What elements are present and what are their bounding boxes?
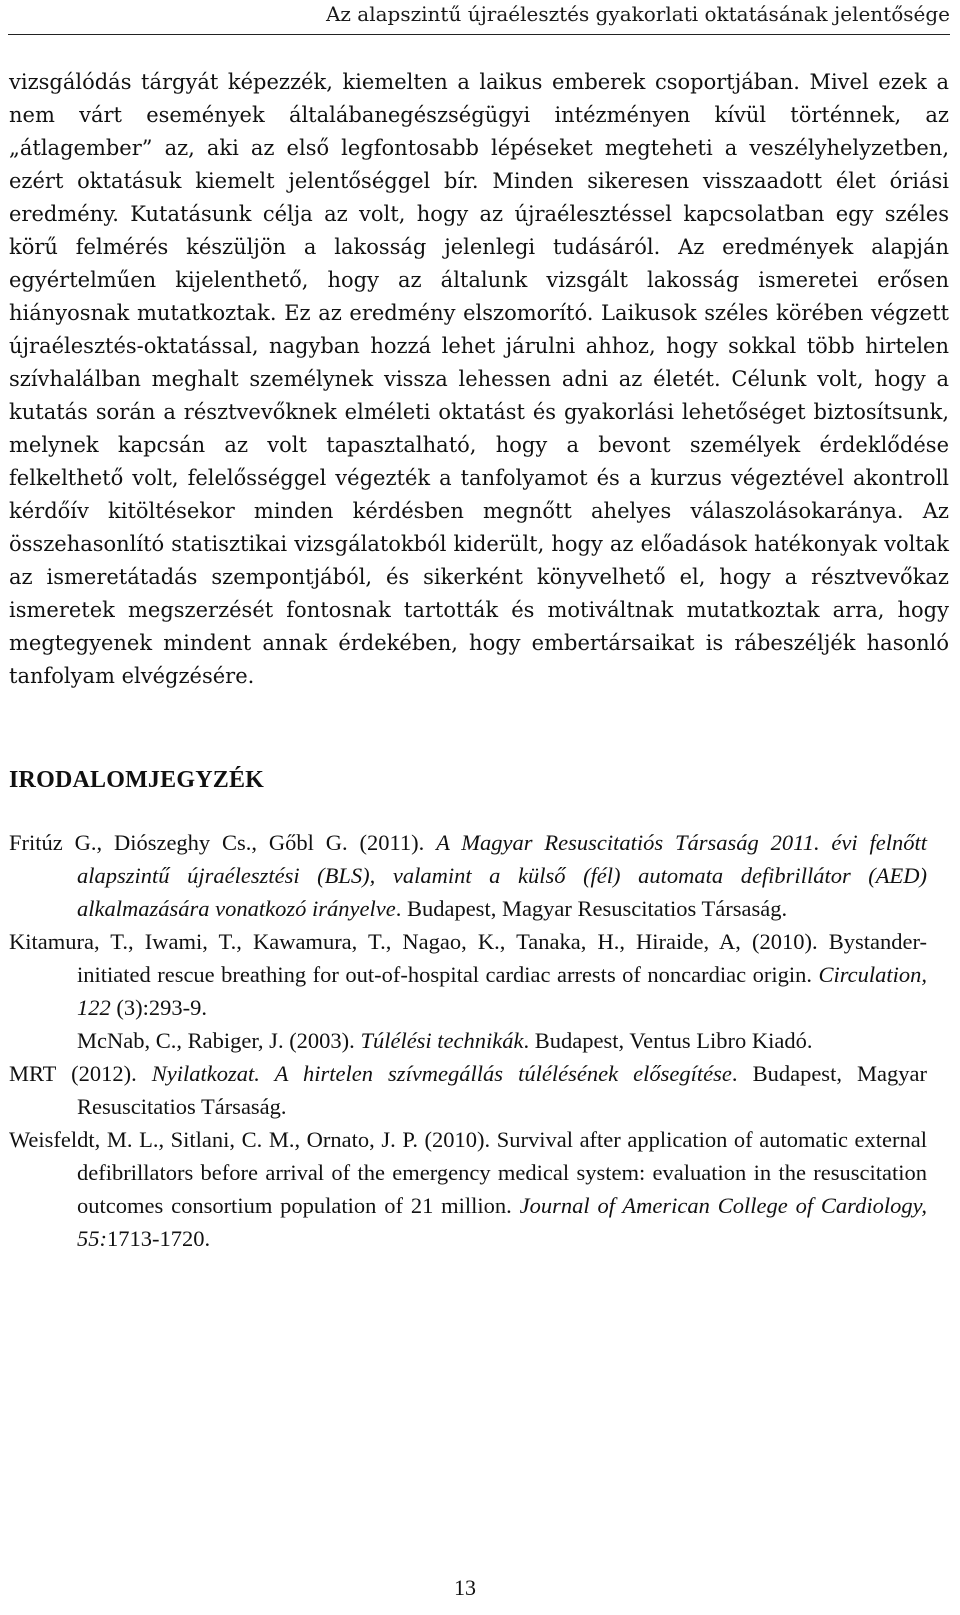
reference-title: Nyilatkozat. A hirtelen szívmegállás túlélésének elősegítése [151,1061,732,1086]
reference-item [9,1024,927,1057]
reference-publisher: . Budapest, Ventus Libro Kiadó. [523,1028,813,1053]
reference-authors: Weisfeldt, M. L., Sitlani, C. M., Ornato, J. P. (2010). Survival after application of automatic external defibrillators before arrival of the emergency medical system: evaluation in the resuscitation outcomes consortium population of 21 million. [9,1127,927,1218]
reference-item [9,925,927,1024]
reference-pages: (3):293-9. [110,995,207,1020]
body-text [9,66,949,693]
reference-item [9,826,927,925]
reference-publisher: . Budapest, Magyar Resuscitatios Társaság. [77,1061,927,1119]
page-number: 13 [454,1575,476,1600]
running-header [8,0,950,35]
body-paragraph: vizsgálódás tárgyát képezzék, kiemelten a laikus emberek csoportjában. Mivel ezek a nem várt események általábanegészségügyi intézményen kívül történnek, az „átlagember” az, aki az első legfontosabb lépéseket megteheti a veszélyhelyzetben, ezért oktatásuk kiemelt jelentőséggel bír. Minden sikeresen visszaadott élet óriási eredmény. Kutatásunk célja az volt, hogy az újraélesztéssel kapcsolatban egy széles körű felmérés készüljön a lakosság jelenlegi tudásáról. Az eredmények alapján egyértelműen kijelenthető, hogy az általunk vizsgált lakosság ismeretei erősen hiányosnak mutatkoztak. Ez az eredmény elszomorító. Laikusok széles körében végzett újraélesztés-oktatással, nagyban hozzá lehet járulni ahhoz, hogy sokkal több hirtelen szívhalálban meghalt személynek vissza lehessen adni az életét. Célunk volt, hogy a kutatás során a résztvevőknek elméleti oktatást és gyakorlási lehetőséget biztosítsunk, melynek kapcsán az volt tapasztalható, hogy a bevont személyek érdeklődése felkelthető volt, felelősséggel végezték a tanfolyamot és a kurzus végeztével akontroll kérdőív kitöltésekor minden kérdésben megnőtt ahelyes válaszolásokaránya. Az összehasonlító statisztikai vizsgálatokból kiderült, hogy az előadások hatékonyak voltak az ismeretátadás szempontjából, és sikerként könyvelhető el, hogy a résztvevőkaz ismeretek megszerzését fontosnak tartották és motiváltnak mutatkoztak arra, hogy megtegyenek mindent annak érdekében, hogy embertársaikat is rábeszéljék hasonló tanfolyam elvégzésére. [9,70,949,688]
reference-journal: Journal of American College of Cardiology, 55: [77,1193,927,1251]
reference-publisher: . Budapest, Magyar Resuscitatios Társaság. [395,896,788,921]
reference-authors: MRT (2012). [9,1061,152,1086]
reference-item [9,1057,927,1123]
reference-authors: Kitamura, T., Iwami, T., Kawamura, T., Nagao, K., Tanaka, H., Hiraide, A, (2010). Bystander-initiated rescue breathing for out-of-hospital cardiac arrests of noncardiac origin. [9,929,927,987]
reference-title: A Magyar Resuscitatiós Társaság 2011. évi felnőtt alapszintű újraélesztési (BLS), valamint a külső (fél) automata defibrillátor (AED) alkalmazására vonatkozó irányelve [77,830,927,921]
reference-authors: McNab, C., Rabiger, J. (2003). [77,1028,361,1053]
running-title: Az alapszintű újraélesztés gyakorlati oktatásának jelentősége [325,2,950,26]
reference-authors: Fritúz G., Diószeghy Cs., Gőbl G. (2011). [9,830,437,855]
reference-list [9,826,927,1255]
references-heading: IRODALOMJEGYZÉK [9,767,265,793]
reference-item [9,1123,927,1255]
reference-pages: 1713-1720. [107,1226,211,1251]
reference-title: Túlélési technikák [360,1028,524,1053]
reference-journal: Circulation, 122 [77,962,927,1020]
